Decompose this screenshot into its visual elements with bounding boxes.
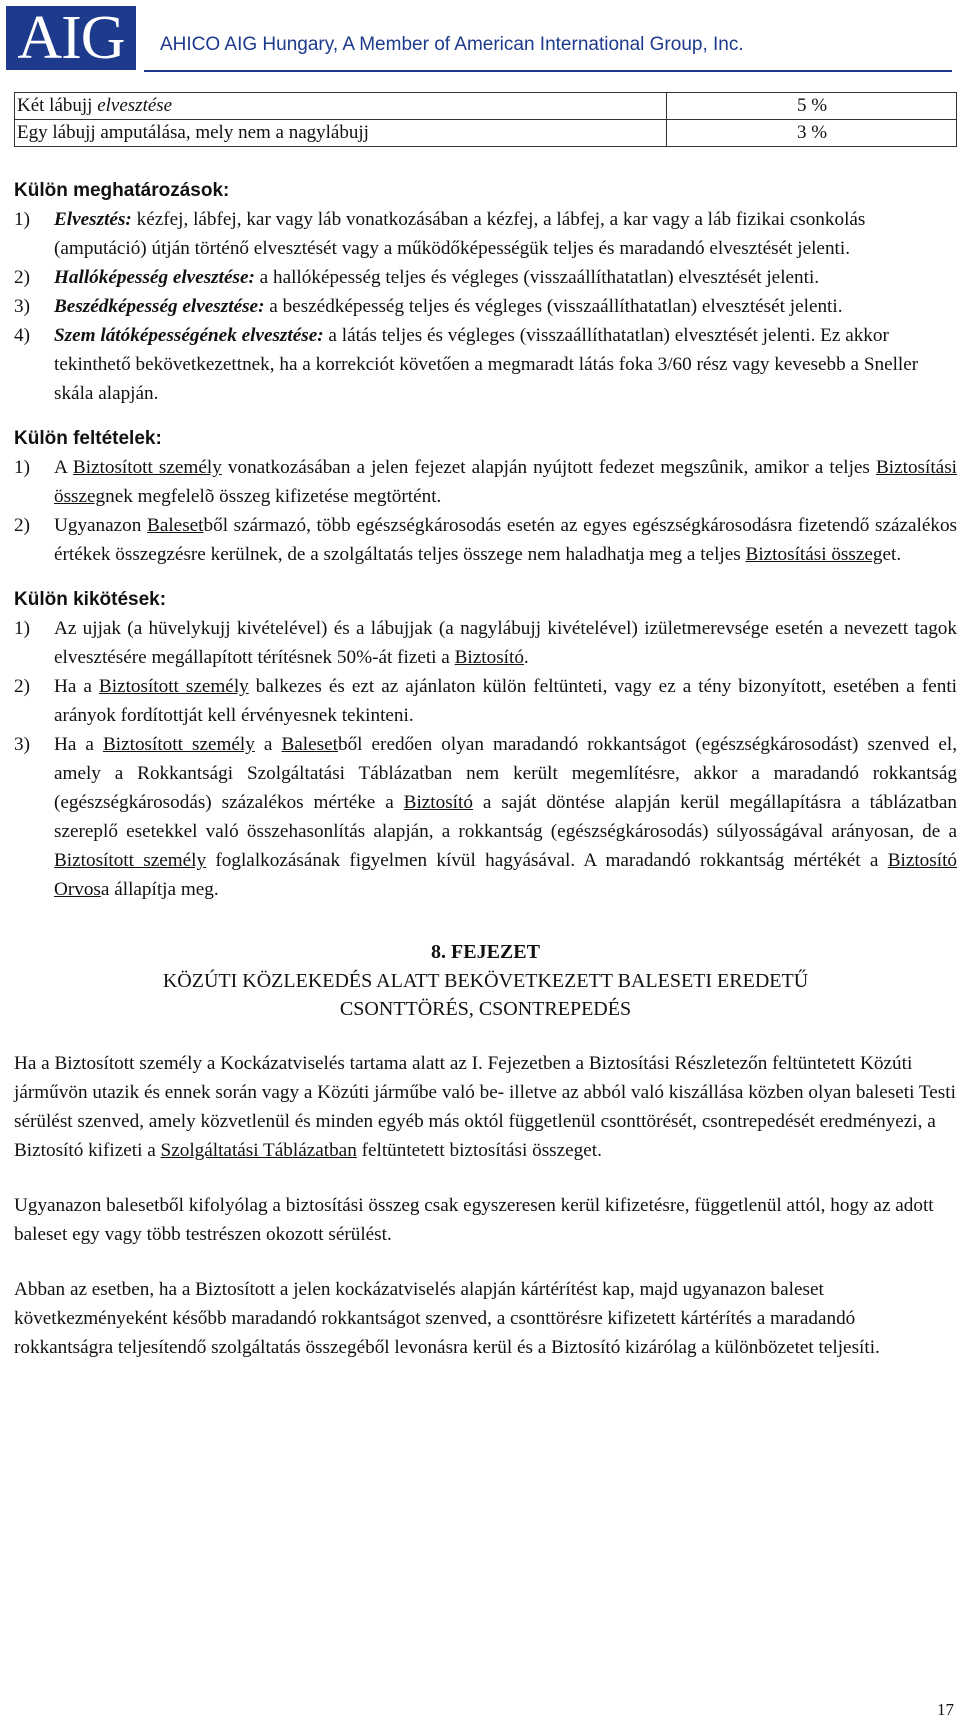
item-number: 2)	[14, 267, 30, 288]
item-number: 3)	[14, 734, 30, 755]
label-text: Egy lábujj amputálása, mely nem a nagylábujj	[17, 122, 369, 143]
list-item	[14, 453, 957, 511]
defined-term-link: Biztosítási összeg	[745, 544, 883, 565]
item-text: et.	[882, 544, 902, 565]
defined-term-link: Biztosított személy	[98, 676, 249, 697]
stipulations-heading: Külön kikötések:	[14, 589, 167, 610]
item-term: Hallóképesség elvesztése:	[54, 267, 255, 288]
item-text: a hallóképesség teljes és végleges (visszaállíthatatlan) elvesztését jelenti.	[254, 267, 820, 288]
item-number: 4)	[14, 325, 30, 346]
item-term: Elvesztés:	[54, 209, 132, 230]
paragraph-coverage	[14, 1049, 957, 1165]
defined-term-link: Szolgáltatási Táblázatban	[160, 1140, 357, 1161]
loss-table	[14, 92, 957, 147]
chapter-number: 8. FEJEZET	[431, 941, 540, 963]
item-text: A	[54, 457, 73, 478]
item-text: .	[523, 647, 529, 668]
table-row	[15, 93, 957, 120]
paragraph-text: Ha a Biztosított személy a Kockázatviselés tartama alatt az I. Fejezetben a Biztosítási Részletezőn feltüntetett Közúti járművön utazik és ennek során vagy a Közúti járműbe való be- illetve az abból való kiszállása közben olyan baleseti Testi sérülést szenved, amely közvetlenül és minden egyéb más októl függetlenül csonttörését, csontrepedését eredményezi, a Biztosító kifizeti a	[14, 1053, 956, 1161]
item-text: a állapítja meg.	[100, 879, 219, 900]
item-term: Beszédképesség elvesztése:	[54, 296, 265, 317]
chapter-heading	[14, 938, 957, 1023]
item-number: 2)	[14, 515, 30, 536]
table-cell-value: 3 %	[667, 120, 957, 147]
defined-term-link: Biztosító	[403, 792, 473, 813]
table-cell-label	[15, 120, 667, 147]
item-text: foglalkozásának figyelmen kívül hagyásával. A maradandó rokkantság mértékét a	[206, 850, 888, 871]
item-text: Ha a	[54, 734, 103, 755]
item-text: ből eredően olyan maradandó rokkantságot (egészségkárosodást) szenved el, amely a Rokkantsági Szolgáltatási Táblázatban nem került megemlítésre, akkor a maradandó rokkantság (egészségkárosodás) százalékos mértéke a	[54, 734, 957, 813]
defined-term-link: Biztosító	[454, 647, 524, 668]
list-item	[14, 672, 957, 730]
defined-term-link: Biztosított személy	[102, 734, 255, 755]
stipulations-list	[14, 614, 957, 904]
aig-logo: AIG	[6, 6, 136, 70]
list-item	[14, 614, 957, 672]
definitions-heading: Külön meghatározások:	[14, 180, 230, 201]
item-term: Szem látóképességének elvesztése:	[54, 325, 324, 346]
conditions-heading: Külön feltételek:	[14, 428, 162, 449]
list-item	[14, 263, 957, 292]
item-text: nek megfelelõ összeg kifizetése megtörtént.	[105, 486, 442, 507]
page-number: 17	[937, 1700, 954, 1719]
item-number: 1)	[14, 618, 30, 639]
item-text: ből származó, több egészségkárosodás esetén az egyes egészségkárosodásra fizetendő százalékos értékek összegzésre kerülnek, de a szolgáltatás teljes összege nem haladhatja meg a teljes	[54, 515, 958, 565]
list-item	[14, 292, 957, 321]
item-text: balkezes és ezt az ajánlaton külön feltünteti, vagy ez a tény bizonyított, esetében a fenti arányok fordítottját kell érvényesnek tekinteni.	[54, 676, 958, 726]
item-text: vonatkozásában a jelen fejezet alapján nyújtott fedezet megszûnik, amikor a teljes	[221, 457, 876, 478]
definitions-list	[14, 205, 957, 408]
defined-term-link: Biztosító	[887, 850, 957, 871]
item-number: 3)	[14, 296, 30, 317]
defined-term-link: Biztosított személy	[72, 457, 222, 478]
item-number: 1)	[14, 457, 30, 478]
list-item	[14, 730, 957, 904]
paragraph-text: feltüntetett biztosítási összeget.	[356, 1140, 602, 1161]
item-text: a	[254, 734, 282, 755]
list-item	[14, 205, 957, 263]
table-cell-value: 5 %	[667, 93, 957, 120]
paragraph-deduction: Abban az esetben, ha a Biztosított a jelen kockázatviselés alapján kártérítést kap, majd ugyanazon baleset következményeként később maradandó rokkantságot szenved, a csonttörésre kifizetett kártérítés a maradandó rokkantságra teljesítendő szolgáltatás összegéből levonásra kerül és a Biztosító kizárólag a különbözetet teljesíti.	[14, 1279, 880, 1358]
chapter-title-line2: CSONTTÖRÉS, CSONTREPEDÉS	[339, 998, 632, 1020]
item-text: a látás teljes és végleges (visszaállíthatatlan) elvesztését jelenti. Ez akkor tekinthető bekövetkezettnek, ha a korrekciót követően a megmaradt látás foka 3/60 rész vagy kevesebb a Sneller skála alapján.	[54, 325, 919, 404]
list-item	[14, 511, 957, 569]
item-text: a beszédképesség teljes és végleges (visszaállíthatatlan) elvesztését jelenti.	[264, 296, 843, 317]
table-row	[15, 120, 957, 147]
item-text: kézfej, lábfej, kar vagy láb vonatkozásában a kézfej, a lábfej, a kar vagy a láb fizikai csonkolás (amputáció) útján történő elvesztését vagy a működőképességük teljes és maradandó elvesztését jelenti.	[54, 209, 866, 259]
conditions-list	[14, 453, 957, 569]
defined-term-link: Biztosítási összeg	[54, 457, 957, 507]
table-cell-label	[15, 93, 667, 120]
page-header	[6, 6, 954, 74]
list-item	[14, 321, 957, 408]
item-number: 2)	[14, 676, 30, 697]
chapter-title-line1: KÖZÚTI KÖZLEKEDÉS ALATT BEKÖVETKEZETT BALESETI EREDETŰ	[162, 970, 809, 992]
label-emphasis: elvesztése	[97, 95, 173, 116]
document-body	[14, 176, 957, 1362]
defined-term-link: Biztosított személy	[54, 850, 207, 871]
header-title: AHICO AIG Hungary, A Member of American International Group, Inc.	[160, 34, 744, 55]
item-text: Ugyanazon	[54, 515, 148, 536]
header-divider	[144, 70, 952, 72]
paragraph-single-payment: Ugyanazon balesetből kifolyólag a biztosítási összeg csak egyszeresen kerül kifizetésre, függetlenül attól, hogy az adott baleset egy vagy több testrészen okozott sérülést.	[14, 1195, 934, 1245]
item-text: Ha a	[54, 676, 99, 697]
label-text: Két lábujj	[17, 95, 98, 116]
defined-term-link: Orvos	[54, 879, 101, 900]
defined-term-link: Baleset	[281, 734, 338, 755]
item-number: 1)	[14, 209, 30, 230]
item-text: Az ujjak (a hüvelykujj kivételével) és a lábujjak (a nagylábujj kivételével) izületmerevsége esetén a nevezett tagok elvesztésére megállapított térítésnek 50%-át fizeti a	[54, 618, 957, 668]
item-text: a saját döntése alapján kerül megállapításra a táblázatban szereplő esetekkel való összehasonlítás alapján, a rokkantság (egészségkárosodás) súlyosságával arányosan, de a	[54, 792, 957, 842]
defined-term-link: Baleset	[147, 515, 204, 536]
